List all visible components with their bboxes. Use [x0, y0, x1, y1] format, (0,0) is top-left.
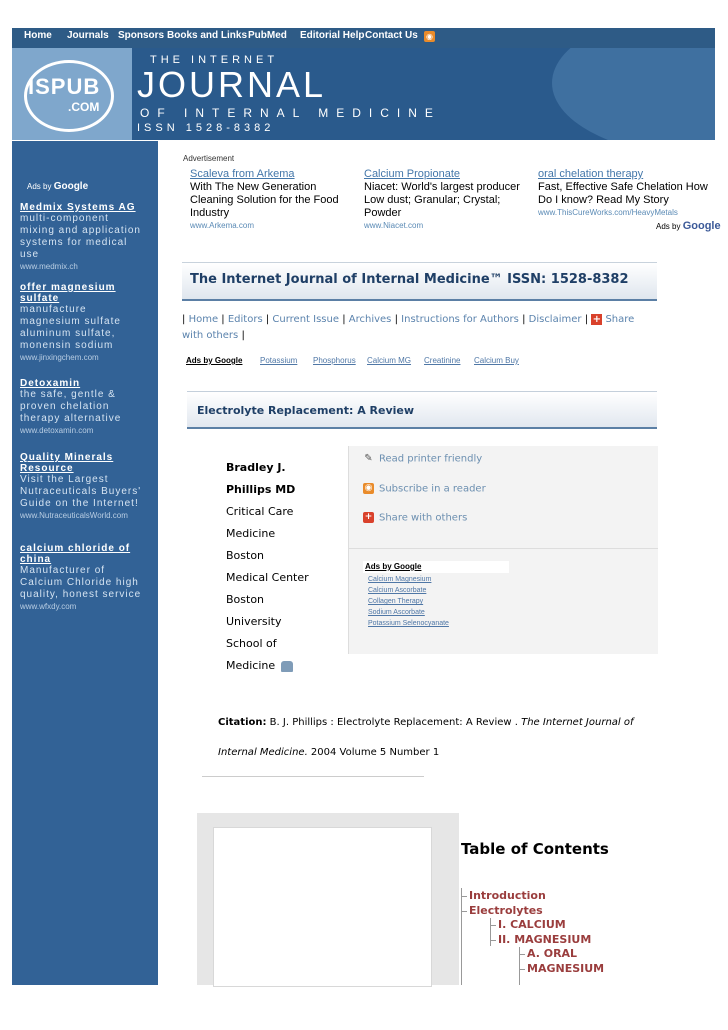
ad-description: With The New Generation Cleaning Solution for the Food Industry	[190, 181, 339, 219]
ad-link-calcium-buy[interactable]: Calcium Buy	[474, 356, 519, 365]
left-ad-3[interactable]	[20, 378, 145, 437]
ad-title[interactable]: oral chelation therapy	[538, 168, 644, 180]
toc-item-introduction[interactable]: Introduction	[469, 889, 546, 902]
author-name-line: Bradley J.	[226, 461, 286, 474]
citation-label: Citation:	[218, 717, 267, 728]
ad-title[interactable]: offer magnesium sulfate	[20, 282, 116, 304]
ads-by-google-top[interactable]: Ads by Google	[656, 220, 721, 232]
ad-link-phosphorus[interactable]: Phosphorus	[313, 356, 356, 365]
author-name-line: Phillips MD	[226, 483, 296, 496]
panel-ad-collagen-therapy[interactable]: Collagen Therapy	[368, 598, 424, 605]
subnav-instructions-for-authors[interactable]: Instructions for Authors	[401, 314, 519, 325]
ad-description: Visit the Largest Nutraceuticals Buyers' Guide on the Internet!	[20, 474, 142, 509]
subnav-archives[interactable]: Archives	[348, 314, 392, 325]
article-title: Electrolyte Replacement: A Review	[197, 404, 415, 417]
ad-title[interactable]: Detoxamin	[20, 378, 81, 389]
ad-title[interactable]: calcium chloride of china	[20, 543, 131, 565]
rss-icon[interactable]: ◉	[424, 31, 435, 42]
top-ad-2[interactable]	[364, 167, 526, 231]
toc-item-calcium[interactable]: I. CALCIUM	[498, 918, 566, 931]
subnav-disclaimer[interactable]: Disclaimer	[528, 314, 582, 325]
affiliation-line: Boston	[226, 549, 265, 562]
ad-url[interactable]: www.jinxingchem.com	[20, 353, 99, 362]
subnav-current-issue[interactable]: Current Issue	[272, 314, 340, 325]
affiliation-line: Medical Center	[226, 571, 309, 584]
subnav-editors[interactable]: Editors	[227, 314, 263, 325]
nav-books-and-links[interactable]: Books and Links	[167, 30, 248, 41]
affiliation-line: Boston	[226, 593, 265, 606]
ads-by-google-label[interactable]: Ads by Google	[186, 356, 243, 365]
top-ad-3[interactable]	[538, 167, 718, 218]
panel-ad-calcium-ascorbate[interactable]: Calcium Ascorbate	[368, 587, 427, 594]
subnav-home[interactable]: Home	[188, 314, 219, 325]
nav-journals[interactable]: Journals	[67, 30, 109, 41]
content-frame	[197, 813, 459, 985]
share-plus-icon[interactable]: +	[592, 313, 601, 325]
ad-url[interactable]: www.medmix.ch	[20, 262, 78, 271]
left-ad-1[interactable]	[20, 202, 145, 273]
journal-header-bar	[182, 262, 657, 301]
banner-journal: JOURNAL	[137, 64, 327, 105]
ad-link-calcium-mg[interactable]: Calcium MG	[367, 356, 412, 365]
google-logo-icon: Google	[53, 181, 89, 192]
ad-description: Manufacturer of Calcium Chloride high quality, honest service	[20, 565, 142, 600]
frame-inner-panel	[213, 827, 432, 987]
ad-title[interactable]: Quality Minerals Resource	[20, 452, 114, 474]
advertisement-label: Advertisement	[183, 154, 235, 163]
people-icon[interactable]	[281, 661, 293, 672]
ad-title[interactable]: Scaleva from Arkema	[190, 168, 295, 180]
author-block	[226, 457, 336, 677]
panel-ad-links	[363, 574, 509, 629]
ad-description: Fast, Effective Safe Chelation How Do I know? Read My Story	[538, 181, 708, 206]
google-logo-icon: Google	[682, 220, 721, 232]
ad-url[interactable]: www.Arkema.com	[190, 221, 255, 230]
toc-title: Table of Contents	[461, 840, 609, 858]
ad-url[interactable]: www.ThisCureWorks.com/HeavyMetals	[538, 208, 678, 217]
panel-ad-potassium-selenocyanate[interactable]: Potassium Selenocyanate	[368, 620, 449, 627]
read-printer-friendly-link[interactable]: ✎ Read printer friendly	[364, 453, 483, 465]
citation-line-1: Citation: B. J. Phillips : Electrolyte Replacement: A Review . The Internet Journal of	[218, 717, 634, 728]
ad-description: manufacture magnesium sulfate aluminum sulfate, monensin sodium	[20, 304, 121, 351]
logo-dotcom: .COM	[68, 100, 100, 114]
ad-title[interactable]: Calcium Propionate	[364, 168, 460, 180]
top-ad-1[interactable]	[190, 167, 360, 231]
subscribe-in-reader-link[interactable]: ◉ Subscribe in a reader	[364, 483, 486, 495]
toc-item-oral-magnesium-cont[interactable]: MAGNESIUM	[527, 962, 605, 975]
ad-url[interactable]: www.Niacet.com	[364, 221, 424, 230]
citation-line-2: Internal Medicine. 2004 Volume 5 Number 1	[218, 747, 440, 758]
left-ad-4[interactable]	[20, 452, 145, 522]
ad-links-row	[186, 356, 519, 365]
affiliation-line: Critical Care	[226, 505, 294, 518]
logo-ispub[interactable]: ISPUB	[28, 74, 101, 99]
printer-icon: ✎	[364, 453, 373, 464]
divider	[202, 776, 424, 777]
ad-link-creatinine[interactable]: Creatinine	[424, 356, 461, 365]
rss-icon: ◉	[364, 483, 373, 493]
nav-home[interactable]: Home	[24, 30, 52, 41]
article-tools-panel	[348, 446, 658, 654]
ads-by-google-label[interactable]: Ads by Google	[365, 562, 422, 571]
left-ad-5[interactable]	[20, 543, 145, 613]
affiliation-line-last: Medicine	[226, 655, 336, 677]
nav-sponsors[interactable]: Sponsors	[118, 30, 165, 41]
ad-description: multi-component mixing and application systems for medical use	[20, 213, 141, 260]
citation	[218, 708, 658, 768]
toc-item-oral-magnesium[interactable]: A. ORAL	[527, 947, 578, 960]
nav-pubmed[interactable]: PubMed	[248, 30, 287, 41]
journal-banner	[12, 48, 715, 140]
ads-by-google-label[interactable]: Ads by Google	[27, 181, 89, 192]
article-title-bar	[187, 391, 657, 429]
affiliation-line: Medicine	[226, 527, 276, 540]
ad-url[interactable]: www.wfxdy.com	[20, 602, 77, 611]
ad-link-potassium[interactable]: Potassium	[260, 356, 298, 365]
panel-ads	[363, 561, 509, 573]
nav-editorial-help[interactable]: Editorial Help	[300, 30, 365, 41]
top-nav-bar	[12, 28, 715, 48]
panel-ad-sodium-ascorbate[interactable]: Sodium Ascorbate	[368, 609, 425, 616]
affiliation-line: University	[226, 615, 282, 628]
panel-ad-calcium-magnesium[interactable]: Calcium Magnesium	[368, 576, 432, 583]
nav-contact-us[interactable]: Contact Us	[365, 30, 418, 41]
subnav-share-with-others[interactable]: Share with others	[182, 314, 635, 341]
share-with-others-link[interactable]: + Share with others	[364, 512, 468, 524]
ad-description: Niacet: World's largest producer Low dust; Granular; Crystal; Powder	[364, 181, 520, 219]
journal-header-title: The Internet Journal of Internal Medicine™ ISSN: 1528-8382	[190, 272, 629, 287]
ad-title[interactable]: Medmix Systems AG	[20, 202, 136, 213]
left-ad-2[interactable]	[20, 282, 145, 364]
banner-the-internet: THE INTERNET	[150, 54, 279, 66]
banner-of-internal-medicine: OF INTERNAL MEDICINE	[140, 106, 441, 120]
ad-url[interactable]: www.detoxamin.com	[20, 426, 94, 435]
toc-item-electrolytes[interactable]: Electrolytes	[469, 904, 543, 917]
sub-nav: | Home | Editors | Current Issue | Archives | Instructions for Authors | Disclaimer | + Share with others |	[182, 313, 635, 341]
toc-item-magnesium[interactable]: II. MAGNESIUM	[498, 933, 592, 946]
affiliation-line: School of	[226, 637, 277, 650]
ad-description: the safe, gentle & proven chelation therapy alternative	[20, 389, 122, 424]
share-plus-icon: +	[364, 512, 373, 522]
ad-url[interactable]: www.NutraceuticalsWorld.com	[20, 511, 128, 520]
banner-issn: ISSN 1528-8382	[137, 122, 275, 134]
